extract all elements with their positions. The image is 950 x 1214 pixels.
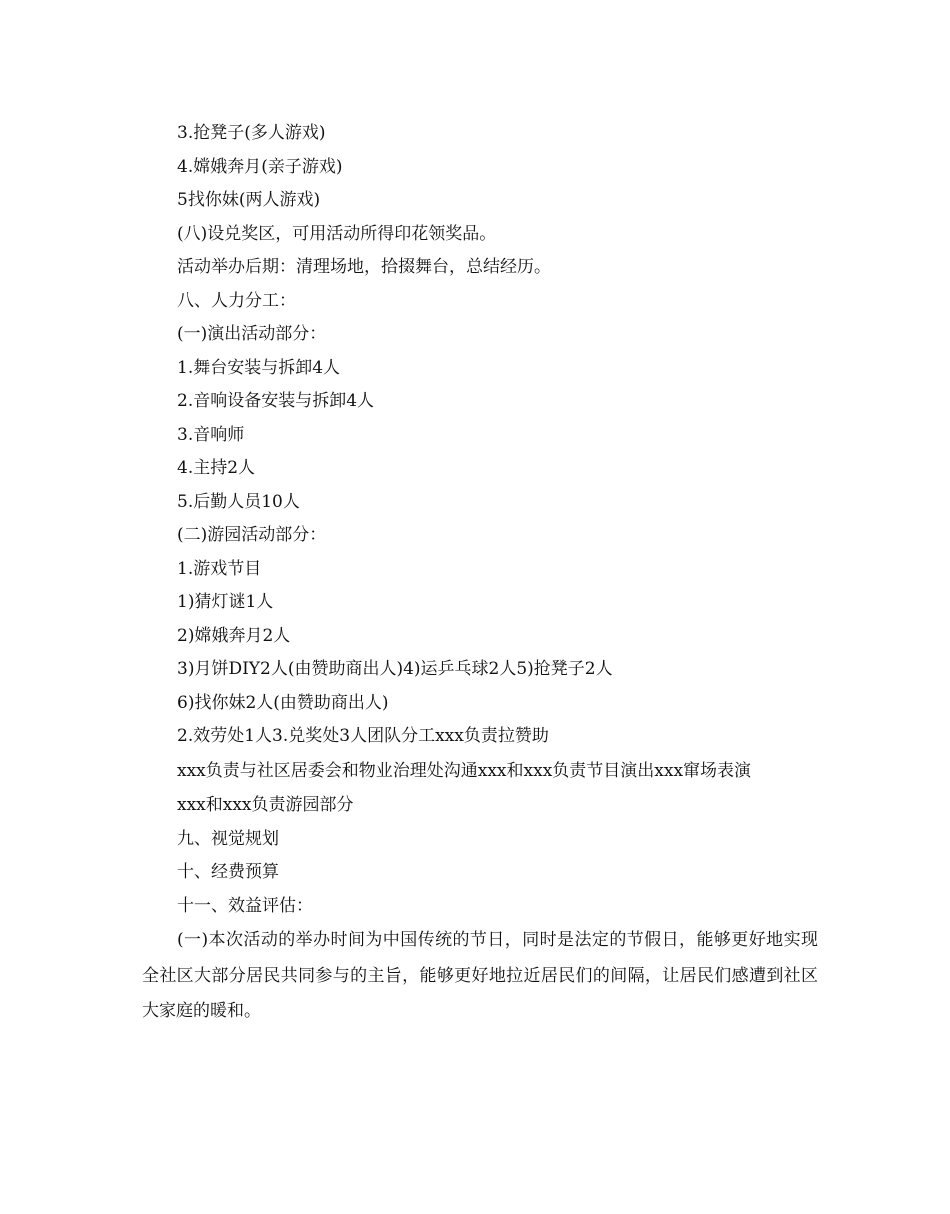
subsection-heading: (二)游园活动部分： [177,525,327,545]
text-line: 2.效劳处1人3.兑奖处3人团队分工xxx负责拉赞助 [177,726,549,746]
section-heading: 十一、效益评估： [177,895,313,916]
text-line: 5.后勤人员10人 [177,491,300,512]
text-line: 3.抢凳子(多人游戏) [177,123,326,143]
text-line: 4.嫦娥奔月(亲子游戏) [177,156,343,177]
paragraph: (一)本次活动的举办时间为中国传统的节日，同时是法定的节假日，能够更好地实现全社区大部分居民共同参与的主旨，能够更好地拉近居民们的间隔，让居民们感遭到社区大家庭的暖和。 [142,930,818,1021]
text-line: 1.舞台安装与拆卸4人 [177,357,341,378]
text-line: 2.音响设备安装与拆卸4人 [177,391,375,411]
text-line: 2)嫦娥奔月2人 [177,625,291,646]
text-line: xxx和xxx负责游园部分 [177,795,354,815]
text-line: 3)月饼DIY2人(由赞助商出人)4)运乒乓球2人5)抢凳子2人 [177,659,613,679]
text-line: (八)设兑奖区，可用活动所得印花领奖品。 [177,223,497,244]
subsection-heading: (一)演出活动部分： [177,324,327,344]
text-line: 5找你妹(两人游戏) [177,190,321,210]
document-body [142,117,818,1030]
text-line: 活动举办后期：清理场地，拾掇舞台，总结经历。 [177,257,551,277]
section-heading: 九、视觉规划 [177,828,279,849]
text-line: 1)猜灯谜1人 [177,592,274,612]
text-line: 3.音响师 [177,424,245,445]
text-line: 1.游戏节目 [177,558,262,579]
text-line: 6)找你妹2人(由赞助商出人) [177,692,389,713]
text-line: 4.主持2人 [177,458,256,478]
section-heading: 十、经费预算 [177,862,279,882]
paragraph: xxx负责与社区居委会和物业治理处沟通xxx和xxx负责节目演出xxx窜场表演 [177,760,752,781]
section-heading: 八、人力分工： [177,290,296,311]
